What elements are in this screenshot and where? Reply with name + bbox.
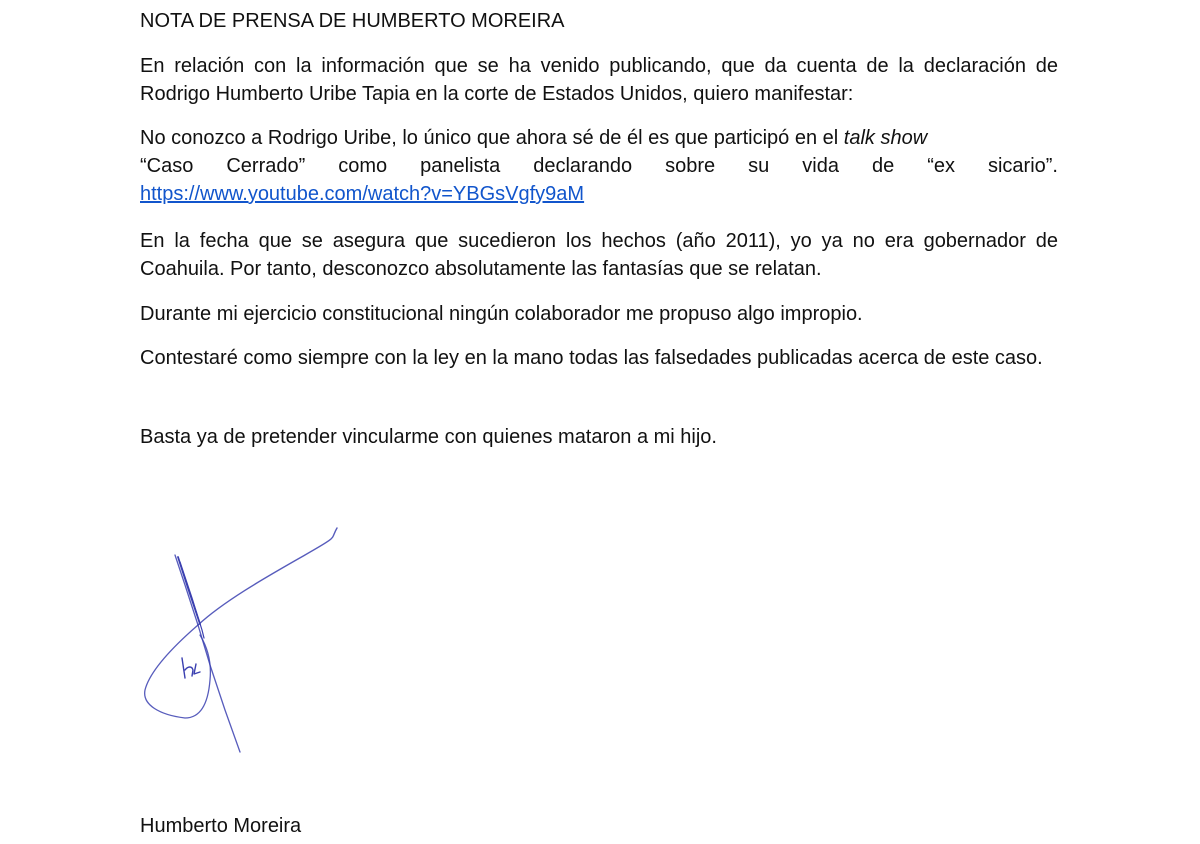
document-title: NOTA DE PRENSA DE HUMBERTO MOREIRA xyxy=(140,10,565,32)
paragraph-text: No conozco a Rodrigo Uribe, lo único que ahora sé de él es que participó en el xyxy=(140,127,844,149)
paragraph-intro: En relación con la información que se ha venido publicando, que da cuenta de la declaración de Rodrigo Humberto Uribe Tapia en la corte de Estados Unidos, quiero manifestar: xyxy=(140,55,1058,105)
signature-icon xyxy=(130,510,370,770)
signer-name: Humberto Moreira xyxy=(140,815,302,837)
paragraph-line-1 xyxy=(140,127,927,149)
paragraph-line-2: “Caso Cerrado” como panelista declarando sobre su vida de “ex sicario”. xyxy=(140,155,1058,177)
paragraph-closing: Basta ya de pretender vincularme con quienes mataron a mi hijo. xyxy=(140,426,717,448)
paragraph-rodrigo-uribe xyxy=(140,124,1058,208)
paragraph-dates: En la fecha que se asegura que sucedieron los hechos (año 2011), yo ya no era gobernador de Coahuila. Por tanto, desconozco absolutamente las fantasías que se relatan. xyxy=(140,230,1058,280)
paragraph-law: Contestaré como siempre con la ley en la mano todas las falsedades publicadas acerca de este caso. xyxy=(140,347,1043,369)
paragraph-collaborators: Durante mi ejercicio constitucional ningún colaborador me propuso algo impropio. xyxy=(140,303,863,325)
youtube-link[interactable]: https://www.youtube.com/watch?v=YBGsVgfy9aM xyxy=(140,183,585,205)
italic-talk-show: talk show xyxy=(843,127,928,149)
